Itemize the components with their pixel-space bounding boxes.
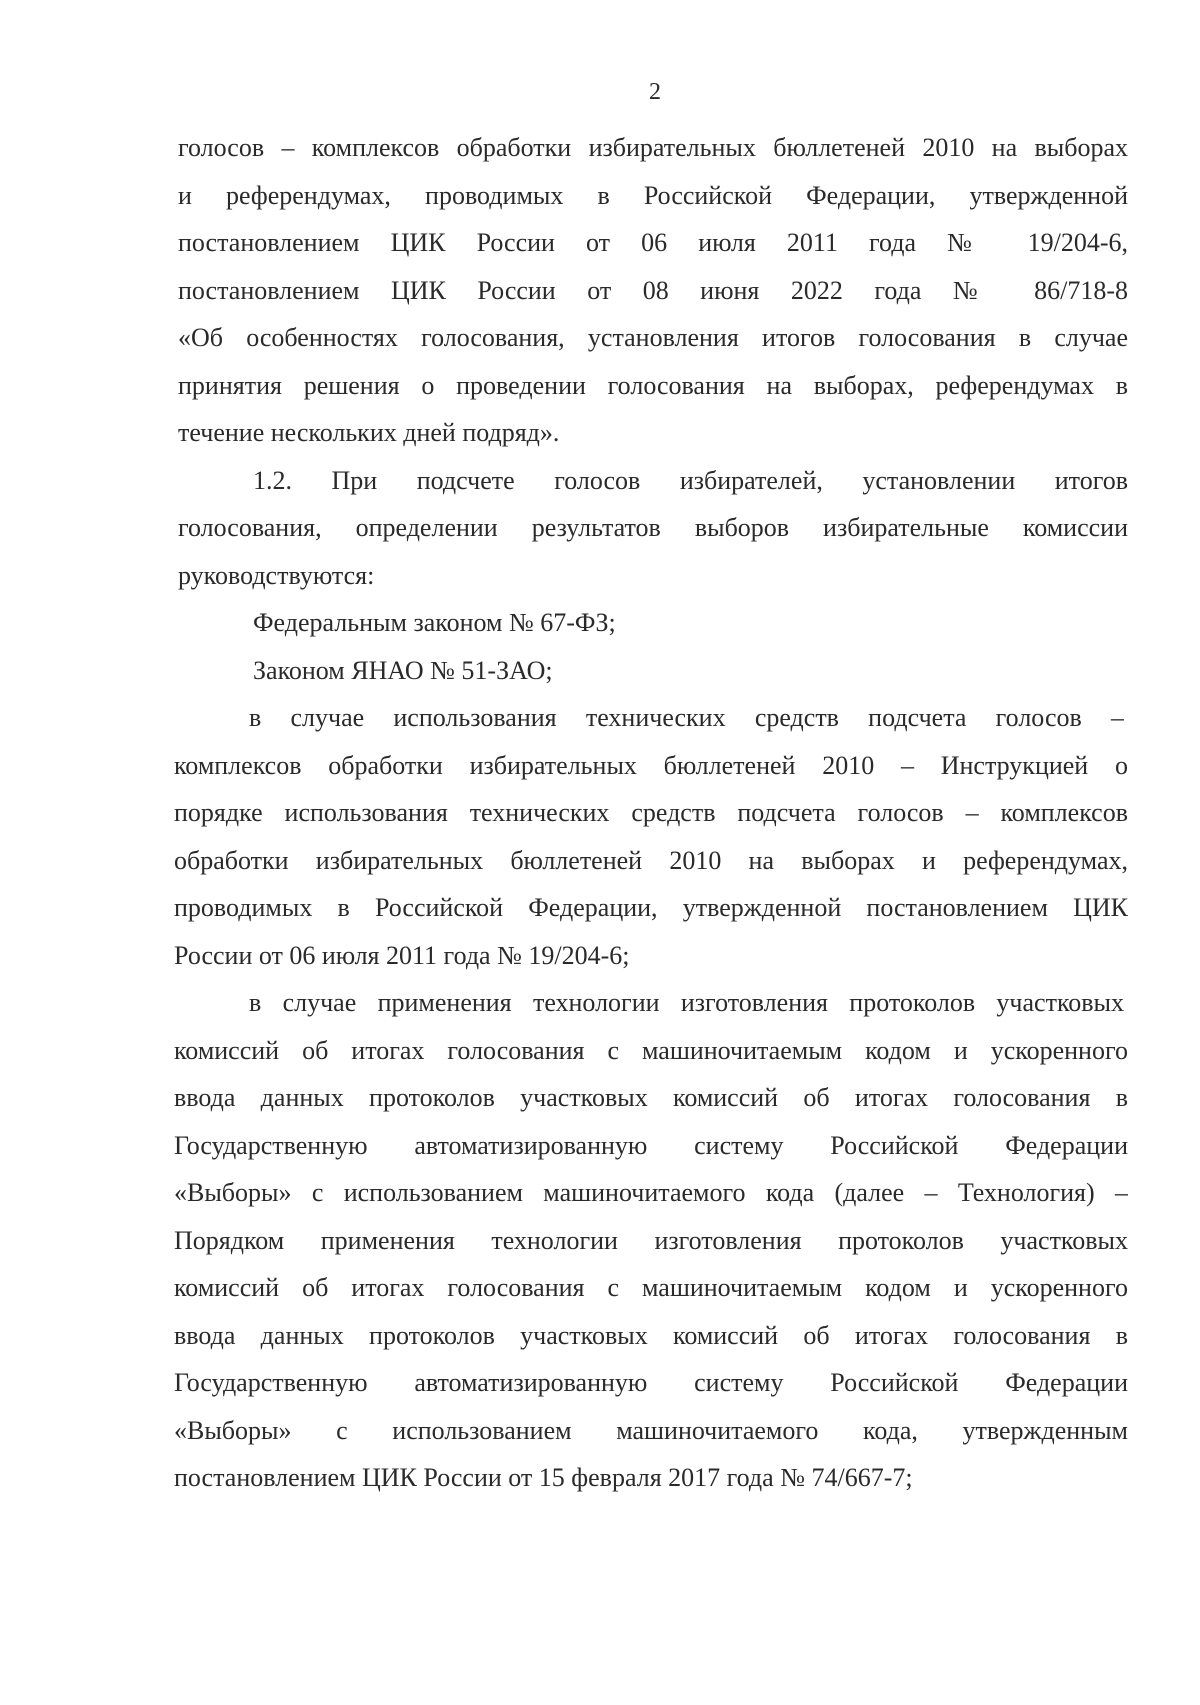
text-line: течение нескольких дней подряд». bbox=[178, 418, 560, 447]
text-line: Законом ЯНАО № 51-ЗАО; bbox=[253, 655, 553, 685]
text-line: комплексов обработки избирательных бюллетеней 2010 – Инструкцией о bbox=[174, 750, 1128, 780]
text-line: «Выборы» с использованием машиночитаемого кода (далее – Технология) – bbox=[174, 1178, 1128, 1207]
text-line: в случае использования технических средств подсчета голосов – bbox=[249, 703, 1124, 732]
text-line: постановлением ЦИК России от 08 июня 2022 года № 86/718-8 bbox=[178, 275, 1128, 305]
text-line: голосов – комплексов обработки избирательных бюллетеней 2010 на выборах bbox=[178, 133, 1128, 162]
text-line: «Выборы» с использованием машиночитаемого кода, утвержденным bbox=[174, 1415, 1128, 1445]
text-line: ввода данных протоколов участковых комиссий об итогах голосования в bbox=[174, 1083, 1128, 1112]
text-line: Государственную автоматизированную систему Российской Федерации bbox=[174, 1130, 1128, 1160]
text-line: проводимых в Российской Федерации, утвержденной постановлением ЦИК bbox=[174, 893, 1128, 922]
text-line: руководствуются: bbox=[178, 560, 375, 590]
text-line: России от 06 июля 2011 года № 19/204-6; bbox=[174, 940, 630, 970]
text-line: Государственную автоматизированную систему Российской Федерации bbox=[174, 1368, 1128, 1397]
text-line: Порядком применения технологии изготовления протоколов участковых bbox=[174, 1225, 1128, 1255]
document-body bbox=[174, 124, 1128, 1502]
text-line: ввода данных протоколов участковых комиссий об итогах голосования в bbox=[174, 1320, 1128, 1350]
text-line: постановлением ЦИК России от 15 февраля 2017 года № 74/667-7; bbox=[174, 1463, 913, 1492]
page-number: 2 bbox=[649, 79, 661, 105]
text-line: в случае применения технологии изготовления протоколов участковых bbox=[249, 988, 1124, 1017]
text-line: комиссий об итогах голосования с машиночитаемым кодом и ускоренного bbox=[174, 1273, 1128, 1302]
text-line: 1.2. При подсчете голосов избирателей, установлении итогов bbox=[253, 465, 1128, 495]
text-line: «Об особенностях голосования, установления итогов голосования в случае bbox=[178, 323, 1128, 352]
text-line: голосования, определении результатов выборов избирательные комиссии bbox=[178, 513, 1128, 542]
text-line: порядке использования технических средств подсчета голосов – комплексов bbox=[174, 798, 1128, 827]
text-line: принятия решения о проведении голосования на выборах, референдумах в bbox=[178, 370, 1128, 400]
text-line: постановлением ЦИК России от 06 июля 2011 года № 19/204-6, bbox=[178, 228, 1128, 257]
text-line: Федеральным законом № 67-ФЗ; bbox=[253, 608, 616, 637]
text-line: и референдумах, проводимых в Российской Федерации, утвержденной bbox=[178, 180, 1128, 210]
text-line: комиссий об итогах голосования с машиночитаемым кодом и ускоренного bbox=[174, 1035, 1128, 1065]
text-line: обработки избирательных бюллетеней 2010 на выборах и референдумах, bbox=[174, 845, 1128, 875]
